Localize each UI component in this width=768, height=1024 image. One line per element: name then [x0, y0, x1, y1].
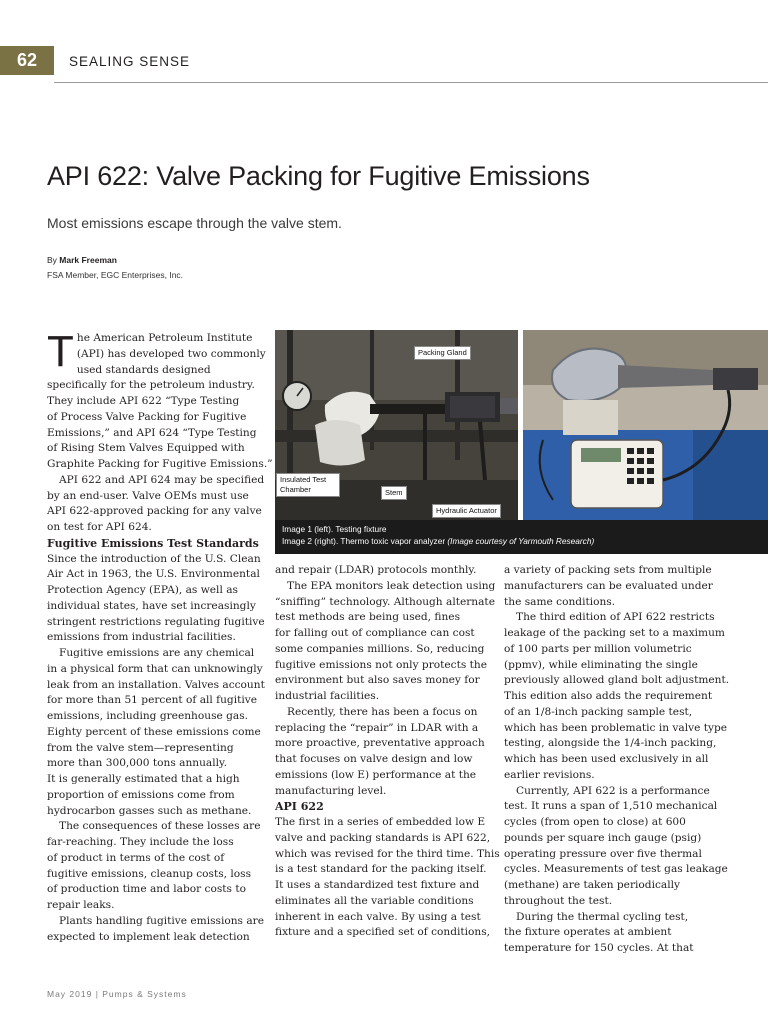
body-column-1: [47, 327, 273, 945]
text-line: Graphite Packing for Fugitive Emissions.”: [47, 458, 273, 470]
text-line: of Process Valve Packing for Fugitive: [47, 410, 247, 423]
text-line: and repair (LDAR) protocols monthly.: [275, 564, 477, 576]
text-line: expected to implement leak detection: [47, 930, 250, 943]
text-line: stringent restrictions regulating fugitive: [47, 615, 265, 628]
text-line: of product in terms of the cost of: [47, 851, 225, 864]
body-column-3: [504, 563, 730, 957]
text-line: the fixture operates at ambient: [504, 926, 672, 939]
text-line: from the valve stem—representing: [47, 741, 234, 754]
author-affiliation: FSA Member, EGC Enterprises, Inc.: [47, 270, 184, 280]
text-line: industrial facilities.: [275, 690, 380, 702]
text-line: environment but also saves money for: [275, 674, 480, 687]
text-line: testing, alongside the 1/4-inch packing,: [504, 737, 717, 750]
paragraph: [47, 473, 265, 536]
header-rule: [54, 82, 768, 83]
text-line: (ppmv), while eliminating the single: [504, 658, 698, 671]
text-line: API 622 and API 624 may be specified: [59, 473, 265, 486]
text-line: of Rising Stem Valves Equipped with: [47, 442, 245, 455]
text-line: Since the introduction of the U.S. Clean: [47, 552, 261, 565]
text-line: Protection Agency (EPA), as well as: [47, 584, 238, 596]
paragraph: [275, 579, 496, 705]
text-line: more than 300,000 tons annually.: [47, 757, 227, 770]
section-heading: Fugitive Emissions Test Standards: [47, 536, 259, 550]
text-line: individual states, have set increasingly: [47, 599, 256, 612]
paragraph: [504, 563, 719, 610]
text-line: leak from an installation. Valves account: [47, 678, 265, 691]
text-line: valve and packing standards is API 622,: [275, 831, 491, 844]
section-heading: API 622: [275, 800, 324, 814]
label-hydraulic-actuator: Hydraulic Actuator: [432, 504, 501, 518]
text-line: emissions (low E) performance at the: [275, 768, 477, 781]
text-line: The consequences of these losses are: [59, 820, 261, 833]
paragraph: [47, 914, 265, 946]
text-line: test. It runs a span of 1,510 mechanical: [504, 800, 718, 813]
author-name: Mark Freeman: [59, 255, 117, 265]
paragraph: [47, 327, 273, 473]
text-line: cycles. Measurements of test gas leakage: [504, 863, 728, 876]
text-line: They include API 622 “Type Testing: [47, 395, 240, 407]
text-line: The EPA monitors leak detection using: [287, 579, 496, 592]
text-line: previously allowed gland bolt adjustment.: [504, 674, 730, 687]
image-caption: [275, 520, 768, 554]
text-line: repair leaks.: [47, 899, 115, 911]
text-line: is a test standard for the packing itself.: [275, 863, 487, 876]
text-line: in a physical form that can unknowingly: [47, 662, 263, 675]
text-line: earlier revisions.: [504, 768, 595, 781]
text-line: Fugitive emissions are any chemical: [59, 647, 255, 659]
text-line: “sniffing” technology. Although alternate: [275, 595, 495, 608]
text-line: Eighty percent of these emissions come: [47, 725, 261, 738]
text-line: fugitive emissions not only protects the: [275, 658, 488, 671]
text-line: hydrocarbon gasses such as methane.: [47, 804, 252, 817]
caption-line-1: Image 1 (left). Testing fixture: [282, 524, 387, 534]
paragraph: [504, 610, 730, 783]
text-line: of an 1/8-inch packing sample test,: [504, 705, 693, 718]
caption-line-2: [282, 536, 768, 548]
text-line: that focuses on valve design and low: [275, 753, 473, 765]
text-line: operating pressure over five thermal: [504, 847, 702, 860]
text-line: of 100 parts per million volumetric: [504, 642, 692, 655]
text-line: (API) has developed two commonly: [76, 347, 266, 360]
text-line: emissions, including greenhouse gas.: [47, 710, 249, 722]
drop-cap: T: [47, 327, 74, 376]
text-line: The first in a series of embedded low E: [275, 816, 486, 828]
page-footer: May 2019 | Pumps & Systems: [47, 989, 187, 999]
caption-line-2-text: Image 2 (right). Thermo toxic vapor analyzer: [282, 535, 448, 546]
text-line: Plants handling fugitive emissions are: [59, 914, 265, 927]
text-line: pounds per square inch gauge (psig): [504, 831, 702, 844]
image-vapor-analyzer: [523, 330, 768, 520]
text-line: which was revised for the third time. This: [275, 847, 500, 860]
byline: [47, 255, 117, 265]
caption-credit: (Image courtesy of Yarmouth Research): [447, 535, 595, 546]
text-line: Emissions,” and API 624 “Type Testing: [47, 426, 257, 439]
text-line: Recently, there has been a focus on: [287, 705, 478, 718]
text-line: During the thermal cycling test,: [516, 910, 689, 923]
text-line: some companies millions. So, reducing: [275, 642, 485, 655]
text-line: fugitive emissions, cleanup costs, loss: [47, 867, 252, 880]
paragraph: [275, 815, 500, 941]
text-line: used standards designed: [76, 363, 211, 376]
paragraph: [504, 784, 728, 910]
article-title: API 622: Valve Packing for Fugitive Emissions: [47, 161, 590, 191]
text-line: Currently, API 622 is a performance: [516, 784, 710, 797]
text-line: temperature for 150 cycles. At that: [504, 942, 694, 954]
text-line: for falling out of compliance can cost: [275, 627, 475, 639]
paragraph: [275, 563, 490, 579]
text-line: The third edition of API 622 restricts: [516, 611, 715, 624]
body-column-2: [275, 563, 500, 941]
text-line: leakage of the packing set to a maximum: [504, 627, 725, 639]
text-line: (methane) are taken periodically: [504, 879, 680, 891]
section-label: SEALING SENSE: [69, 54, 191, 69]
text-line: It is generally estimated that a high: [47, 773, 240, 785]
text-line: throughout the test.: [504, 894, 613, 907]
byline-prefix: By: [47, 255, 60, 265]
text-line: Air Act in 1963, the U.S. Environmental: [47, 568, 260, 581]
text-line: which has been problematic in valve type: [504, 721, 728, 734]
image-testing-fixture: [275, 330, 518, 520]
text-line: specifically for the petroleum industry.: [47, 379, 255, 392]
text-line: emissions from industrial facilities.: [47, 631, 236, 644]
article-subtitle: Most emissions escape through the valve stem.: [47, 215, 342, 231]
text-line: test methods are being used, fines: [275, 611, 461, 624]
text-line: the same conditions.: [504, 595, 616, 608]
paragraph: [504, 910, 719, 957]
text-line: manufacturers can be evaluated under: [504, 579, 713, 592]
text-line: a variety of packing sets from multiple: [504, 564, 712, 576]
text-line: inherent in each valve. By using a test: [275, 910, 481, 923]
text-line: for more than 51 percent of all fugitive: [47, 694, 257, 707]
text-line: by an end-user. Valve OEMs must use: [47, 489, 249, 502]
paragraph: [47, 552, 265, 647]
vapor-analyzer-photo: [523, 330, 768, 520]
text-line: fixture and a specified set of conditions,: [275, 926, 491, 939]
text-line: eliminates all the variable conditions: [275, 894, 474, 907]
page-number: 62: [0, 46, 54, 75]
text-line: which has been used exclusively in all: [504, 753, 709, 765]
text-line: far-reaching. They include the loss: [47, 836, 234, 848]
text-line: of production time and labor costs to: [47, 883, 246, 896]
text-line: proportion of emissions come from: [47, 788, 235, 801]
label-packing-gland: Packing Gland: [414, 346, 471, 360]
label-stem: Stem: [381, 486, 407, 500]
text-line: API 622-approved packing for any valve: [47, 505, 262, 518]
text-line: replacing the “repair” in LDAR with a: [275, 721, 479, 734]
text-line: It uses a standardized test fixture and: [275, 879, 480, 891]
paragraph: [47, 646, 265, 819]
text-line: manufacturing level.: [275, 784, 387, 797]
text-line: he American Petroleum Institute: [76, 332, 253, 344]
label-insulated-test-chamber: Insulated Test Chamber: [276, 473, 340, 497]
text-line: more proactive, preventative approach: [275, 737, 485, 750]
text-line: This edition also adds the requirement: [504, 690, 713, 702]
text-line: cycles (from open to close) at 600: [504, 816, 686, 828]
text-line: on test for API 624.: [47, 521, 152, 533]
paragraph: [47, 819, 262, 914]
paragraph: [275, 705, 490, 800]
